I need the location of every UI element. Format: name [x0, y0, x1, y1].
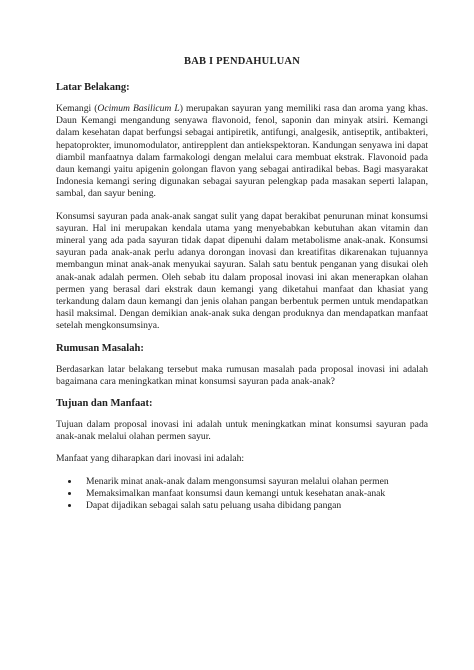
paragraph-konsumsi: Konsumsi sayuran pada anak-anak sangat sulit yang dapat berakibat penurunan minat konsumsi sayuran. Hal ini merupakan kendala utama yang menyebabkan kebutuhan akan vitamin dan mineral yang ada pada sayuran tidak dapat dipenuhi dalam metabolisme anak-anak. Konsumsi sayuran pada anak-anak perlu adanya dorongan inovasi dan kreatifitas dikarenakan tujuannya membangun minat anak-anak menyukai sayuran. Salah satu bentuk penganan yang disukai oleh anak-anak adalah permen. Oleh sebab itu dalam proposal inovasi ini akan menerapkan olahan permen yang berasal dari ekstrak daun kemangi yang diketahui manfaat dan khasiat yang terkandung dalam daun kemangi dan jenis olahan pangan berbentuk permen untuk mendapatkan hasil maksimal. Dengan demikian anak-anak suka dengan produknya dan mendapatkan manfaat setelah mengkonsumsinya.: [56, 210, 428, 332]
benefit-list: [56, 476, 428, 513]
list-item: • Memaksimalkan manfaat konsumsi daun kemangi untuk kesehatan anak-anak: [80, 488, 428, 500]
section-heading-rumusan-masalah: Rumusan Masalah:: [56, 342, 144, 354]
section-heading-latar-belakang: Latar Belakang:: [56, 82, 130, 93]
scientific-name: Ocimum Basilicum L: [97, 103, 180, 114]
paragraph-kemangi-body: ) merupakan sayuran yang memiliki rasa dan aroma yang khas. Daun Kemangi mengandung senyawa flavonoid, fenol, saponin dan minyak atsiri. Kemangi dalam kesehatan dapat berfungsi sebagai antipiretik, antifungi, analgesik, antiseptik, antibakteri, hepatoprokter, imunomodulator, antirepplent dan antiekspektoran. Kandungan senyawa ini dapat diambil manfaatnya dalam farmakologi dengan melalui cara membuat ekstrak. Flavonoid pada daun kemangi yaitu apigenin golongan flavon yang sebagai antiradikal bebas. Bagi masyarakat Indonesia kemangi sering digunakan sebagai sayuran pelengkap pada masakan seperti lalapan, sambal, dan sayur bening.: [56, 103, 428, 200]
list-item: • Dapat dijadikan sebagai salah satu peluang usaha dibidang pangan: [80, 500, 428, 512]
page-title: BAB I PENDAHULUAN: [184, 56, 300, 67]
paragraph-kemangi: [56, 103, 428, 201]
paragraph-kemangi-prefix: Kemangi (: [56, 103, 98, 114]
paragraph-rumusan: Berdasarkan latar belakang tersebut maka rumusan masalah pada proposal inovasi ini adalah bagaimana cara meningkatkan minat konsumsi sayuran pada anak-anak?: [56, 363, 428, 387]
paragraph-tujuan: Tujuan dalam proposal inovasi ini adalah untuk meningkatkan minat konsumsi sayuran pada anak-anak melalui olahan permen sayur.: [56, 419, 428, 443]
section-heading-tujuan-manfaat: Tujuan dan Manfaat:: [56, 398, 153, 410]
paragraph-manfaat-intro: Manfaat yang diharapkan dari inovasi ini adalah:: [56, 453, 245, 465]
list-item: • Menarik minat anak-anak dalam mengonsumsi sayuran melalui olahan permen: [80, 476, 428, 488]
